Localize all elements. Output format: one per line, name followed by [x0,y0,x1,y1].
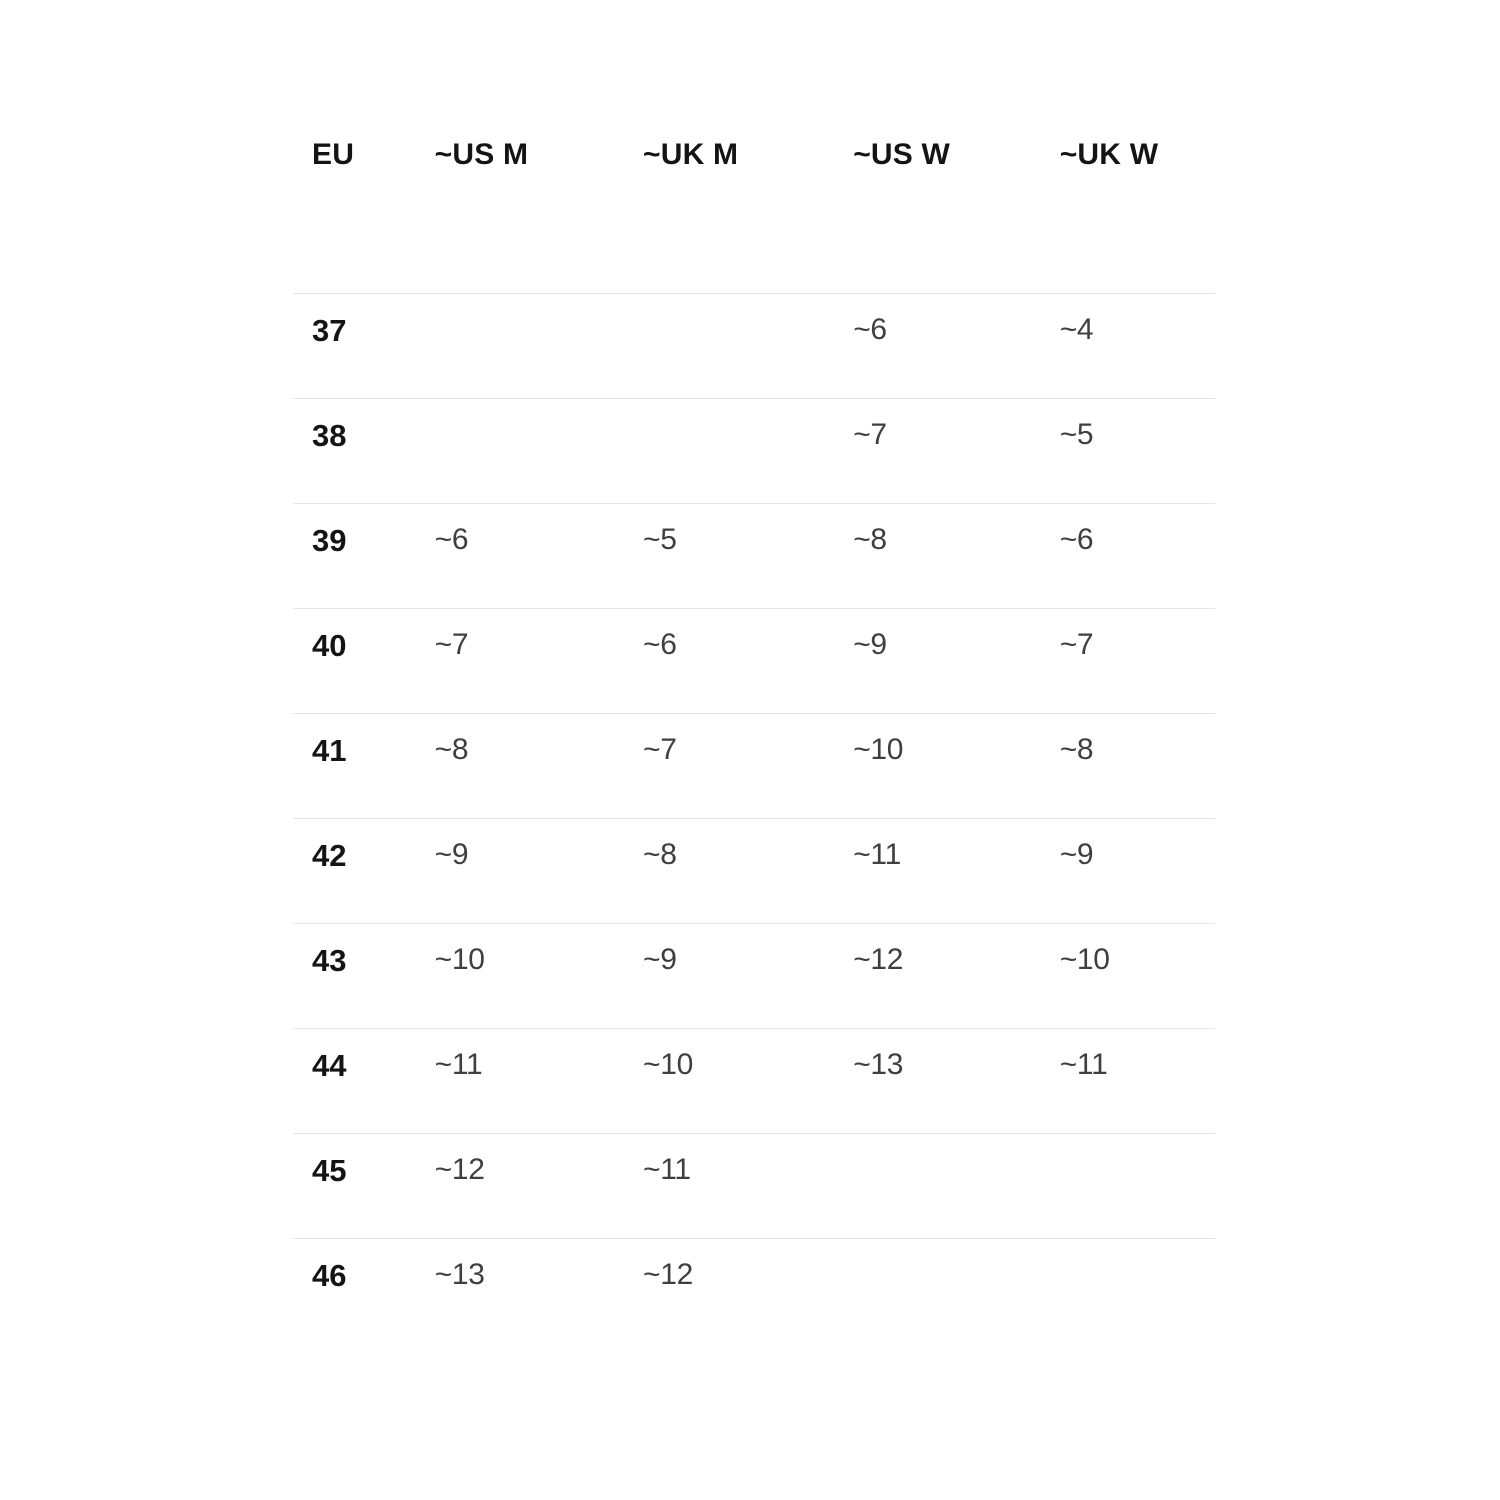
cell-eu: 46 [312,1257,347,1293]
cell-uk_w: ~5 [1059,417,1094,451]
cell-us_m: ~7 [434,627,469,661]
table-row [293,818,1215,923]
cell-uk_w: ~7 [1059,627,1094,661]
cell-uk_m: ~8 [642,837,677,871]
cell-uk_w: ~10 [1059,942,1110,976]
cell-us_w: ~11 [853,837,901,871]
cell-uk_w: ~9 [1059,837,1094,871]
cell-uk_m [624,398,834,503]
cell-us_m: ~13 [434,1257,485,1291]
table-row [293,713,1215,818]
cell-uk_w: ~11 [1059,1047,1108,1081]
cell-eu: 37 [312,312,347,348]
table-row [293,608,1215,713]
table-row [293,1238,1215,1343]
column-header-us-m: ~US M [434,138,529,171]
cell-us_w [834,1133,1041,1238]
cell-eu: 39 [312,522,347,558]
cell-us_m [416,293,624,398]
size-table-header [293,132,1215,293]
cell-us_m [416,398,624,503]
size-table [293,132,1215,1343]
column-header-us-w: ~US W [853,138,951,171]
cell-us_m: ~8 [434,732,469,766]
cell-us_m: ~12 [434,1152,485,1186]
cell-us_w: ~7 [853,417,887,451]
cell-uk_w: ~4 [1059,312,1094,346]
cell-us_m: ~9 [434,837,469,871]
cell-eu: 38 [312,417,347,453]
column-header-uk-w: ~UK W [1059,138,1159,171]
cell-eu: 41 [312,732,347,768]
size-conversion-table [293,132,1215,1343]
cell-us_w: ~10 [853,732,904,766]
table-row [293,1133,1215,1238]
cell-eu: 42 [312,837,347,873]
table-row [293,1028,1215,1133]
cell-uk_w: ~8 [1059,732,1094,766]
cell-us_m: ~10 [434,942,485,976]
table-row [293,293,1215,398]
table-row [293,923,1215,1028]
size-table-body [293,293,1215,1343]
cell-us_m: ~11 [434,1047,483,1081]
cell-uk_m: ~5 [642,522,677,556]
cell-uk_w: ~6 [1059,522,1094,556]
header-row [293,132,1215,293]
cell-uk_m: ~11 [642,1152,691,1186]
cell-eu: 45 [312,1152,347,1188]
cell-us_w: ~9 [853,627,887,661]
cell-eu: 44 [312,1047,347,1083]
cell-uk_m: ~7 [642,732,677,766]
cell-uk_m [624,293,834,398]
cell-uk_w [1041,1133,1215,1238]
column-header-eu: EU [312,138,355,171]
column-header-uk-m: ~UK M [642,138,739,171]
table-row [293,398,1215,503]
cell-eu: 43 [312,942,347,978]
cell-us_w: ~6 [853,312,887,346]
cell-uk_m: ~6 [642,627,677,661]
cell-uk_m: ~12 [642,1257,693,1291]
cell-us_w: ~13 [853,1047,904,1081]
cell-us_m: ~6 [434,522,469,556]
cell-eu: 40 [312,627,347,663]
cell-us_w: ~12 [853,942,904,976]
cell-us_w [834,1238,1041,1343]
cell-us_w: ~8 [853,522,887,556]
cell-uk_w [1041,1238,1215,1343]
cell-uk_m: ~9 [642,942,677,976]
table-row [293,503,1215,608]
cell-uk_m: ~10 [642,1047,693,1081]
